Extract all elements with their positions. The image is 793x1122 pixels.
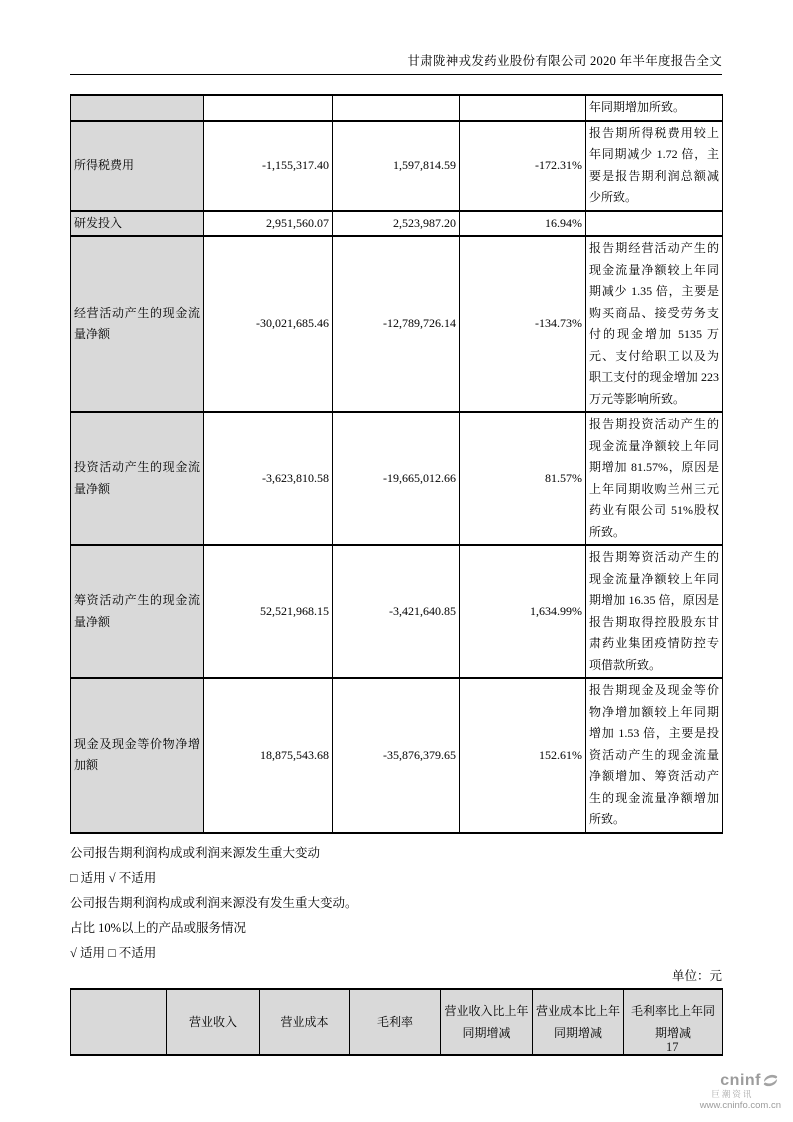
table-header-row xyxy=(71,989,723,1055)
page-content xyxy=(70,0,722,1056)
current-period-cell xyxy=(204,95,333,121)
change-percent-cell: 152.61% xyxy=(460,678,586,833)
row-label-cell: 经营活动产生的现金流量净额 xyxy=(71,236,204,412)
table-row xyxy=(71,236,723,412)
table-row xyxy=(71,121,723,211)
header-cell-cost: 营业成本 xyxy=(260,989,350,1055)
prior-period-cell: -35,876,379.65 xyxy=(333,678,460,833)
current-period-cell: -1,155,317.40 xyxy=(204,121,333,211)
note-cell xyxy=(586,211,723,237)
prior-period-cell xyxy=(333,95,460,121)
row-label-cell: 筹资活动产生的现金流量净额 xyxy=(71,545,204,678)
financial-changes-table xyxy=(70,94,723,834)
table-row xyxy=(71,678,723,833)
note-cell: 报告期经营活动产生的现金流量净额较上年同期减少 1.35 倍，主要是购买商品、接受劳务支付的现金增加 5135 万元、支付给职工以及为职工支付的现金增加 223 万元等影响所致。 xyxy=(586,236,723,412)
header-cell-revenue-yoy: 营业收入比上年同期增减 xyxy=(441,989,533,1055)
change-percent-cell xyxy=(460,95,586,121)
note-cell: 报告期所得税费用较上年同期减少 1.72 倍，主要是报告期利润总额减少所致。 xyxy=(586,121,723,211)
header-cell-empty xyxy=(71,989,167,1055)
table-row xyxy=(71,95,723,121)
table-row xyxy=(71,412,723,545)
logo-url: www.cninfo.com.cn xyxy=(699,1099,781,1111)
header-cell-revenue: 营业收入 xyxy=(167,989,260,1055)
prior-period-cell: -12,789,726.14 xyxy=(333,236,460,412)
row-label-cell: 现金及现金等价物净增加额 xyxy=(71,678,204,833)
change-percent-cell: -172.31% xyxy=(460,121,586,211)
prior-period-cell: 1,597,814.59 xyxy=(333,121,460,211)
prior-period-cell: 2,523,987.20 xyxy=(333,211,460,237)
report-title: 甘肃陇神戎发药业股份有限公司 2020 年半年度报告全文 xyxy=(407,54,722,68)
note-cell: 年同期增加所致。 xyxy=(586,95,723,121)
row-label-cell xyxy=(71,95,204,121)
products-table xyxy=(70,988,723,1056)
header-cell-margin-yoy: 毛利率比上年同期增减 xyxy=(624,989,723,1055)
header-cell-cost-yoy: 营业成本比上年同期增减 xyxy=(533,989,624,1055)
current-period-cell: 2,951,560.07 xyxy=(204,211,333,237)
prior-period-cell: -19,665,012.66 xyxy=(333,412,460,545)
profit-change-note: 公司报告期利润构成或利润来源没有发生重大变动。 xyxy=(70,895,358,910)
current-period-cell: -3,623,810.58 xyxy=(204,412,333,545)
row-label-cell: 所得税费用 xyxy=(71,121,204,211)
logo-subtitle: 巨潮资讯 xyxy=(711,1089,754,1099)
profit-change-choice: □ 适用 √ 不适用 xyxy=(70,870,157,885)
note-cell: 报告期筹资活动产生的现金流量净额较上年同期增加 16.35 倍，原因是报告期取得控股股东甘肃药业集团疫情防控专项借款所致。 xyxy=(586,545,723,678)
note-cell: 报告期现金及现金等价物净增加额较上年同期增加 1.53 倍，主要是投资活动产生的现金流量净额增加、筹资活动产生的现金流量净额增加所致。 xyxy=(586,678,723,833)
table-row xyxy=(71,545,723,678)
note-cell: 报告期投资活动产生的现金流量净额较上年同期增加 81.57%，原因是上年同期收购兰州三元药业有限公司 51%股权所致。 xyxy=(586,412,723,545)
header-cell-gross-margin: 毛利率 xyxy=(350,989,441,1055)
row-label-cell: 研发投入 xyxy=(71,211,204,237)
products-choice: √ 适用 □ 不适用 xyxy=(70,945,157,960)
unit-label: 单位：元 xyxy=(671,968,722,983)
page-number: 17 xyxy=(666,1040,679,1054)
document-header xyxy=(70,0,722,75)
current-period-cell: 18,875,543.68 xyxy=(204,678,333,833)
change-percent-cell: -134.73% xyxy=(460,236,586,412)
current-period-cell: 52,521,968.15 xyxy=(204,545,333,678)
table-row xyxy=(71,211,723,237)
profit-change-title: 公司报告期利润构成或利润来源发生重大变动 xyxy=(70,845,321,860)
cninfo-swirl-icon xyxy=(762,1072,779,1089)
body-text-block xyxy=(70,841,722,966)
change-percent-cell: 1,634.99% xyxy=(460,545,586,678)
products-section-title: 占比 10%以上的产品或服务情况 xyxy=(70,920,247,935)
row-label-cell: 投资活动产生的现金流量净额 xyxy=(71,412,204,545)
current-period-cell: -30,021,685.46 xyxy=(204,236,333,412)
change-percent-cell: 16.94% xyxy=(460,211,586,237)
change-percent-cell: 81.57% xyxy=(460,412,586,545)
logo-row xyxy=(700,1072,781,1089)
cninfo-logo xyxy=(700,1072,781,1110)
logo-wordmark: cninf xyxy=(720,1071,761,1089)
prior-period-cell: -3,421,640.85 xyxy=(333,545,460,678)
